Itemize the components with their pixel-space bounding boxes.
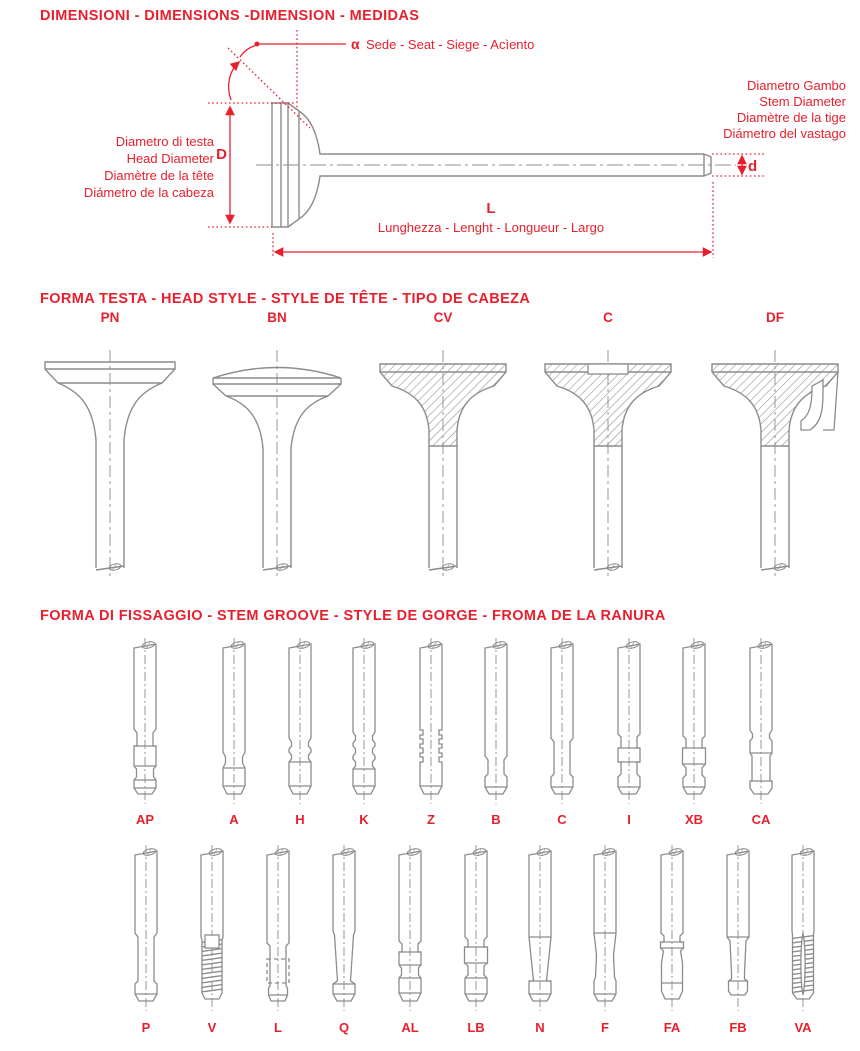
head-style-title: FORMA TESTA - HEAD STYLE - STYLE DE TÊTE - TIPO DE CABEZA bbox=[40, 291, 531, 307]
stem-label-A: A bbox=[229, 812, 239, 827]
svg-text:Diametro Gambo: Diametro Gambo bbox=[747, 78, 846, 93]
svg-text:Head Diameter: Head Diameter bbox=[126, 151, 214, 166]
alpha-label: α bbox=[351, 36, 360, 52]
stem-figure-row2-P bbox=[124, 843, 168, 1018]
stem-figure-row2-V bbox=[190, 843, 234, 1018]
stem-label-B: B bbox=[491, 812, 501, 827]
stem-label-I: I bbox=[627, 812, 631, 827]
svg-text:Diámetro del vastago: Diámetro del vastago bbox=[723, 126, 846, 141]
valve-outline bbox=[256, 103, 736, 227]
stem-figure-row1-H bbox=[278, 636, 322, 811]
stem-figure-row1-Z bbox=[409, 636, 453, 811]
stem-figure-row2-AL bbox=[388, 843, 432, 1018]
head-label-BN: BN bbox=[267, 310, 287, 325]
dimensions-title: DIMENSIONI - DIMENSIONS -DIMENSION - MEDIDAS bbox=[40, 8, 420, 24]
stem-label-CA: CA bbox=[751, 812, 771, 827]
svg-text:Diametro di testa: Diametro di testa bbox=[115, 134, 214, 149]
stem-figure-row2-VA bbox=[781, 843, 825, 1018]
head-figure-DF bbox=[700, 332, 850, 593]
seat-angle-arc bbox=[229, 62, 239, 100]
dim-d-label: d bbox=[748, 158, 758, 175]
head-label-C: C bbox=[603, 310, 613, 325]
svg-text:Stem Diameter: Stem Diameter bbox=[759, 94, 846, 109]
head-diameter-text-block bbox=[84, 134, 215, 200]
seat-label: Sede - Seat - Siege - Acìento bbox=[366, 37, 535, 52]
stem-figure-row2-FA bbox=[650, 843, 694, 1018]
stem-label-FB: FB bbox=[729, 1020, 747, 1035]
head-figure-CV bbox=[368, 332, 518, 593]
stem-label-Z: Z bbox=[427, 812, 435, 827]
head-figure-BN bbox=[202, 332, 352, 593]
valve-dimension-drawing bbox=[0, 0, 860, 270]
stem-figure-row1-XB bbox=[672, 636, 716, 811]
stem-figure-row1-CA bbox=[739, 636, 783, 811]
stem-figure-row1-A bbox=[212, 636, 256, 811]
head-label-CV: CV bbox=[433, 310, 453, 325]
stem-label-F: F bbox=[601, 1020, 609, 1035]
stem-figure-row1-C bbox=[540, 636, 584, 811]
stem-label-AP: AP bbox=[135, 812, 155, 827]
stem-label-N: N bbox=[535, 1020, 545, 1035]
dim-D-label: D bbox=[216, 146, 227, 163]
head-label-PN: PN bbox=[100, 310, 120, 325]
stem-figure-row1-B bbox=[474, 636, 518, 811]
dim-L-label: L bbox=[486, 200, 496, 217]
head-figure-C bbox=[533, 332, 683, 593]
stem-diameter-text-block bbox=[723, 78, 847, 141]
stem-label-L: L bbox=[274, 1020, 282, 1035]
stem-figure-row1-K bbox=[342, 636, 386, 811]
length-label: Lunghezza - Lenght - Longueur - Largo bbox=[377, 220, 605, 235]
stem-label-VA: VA bbox=[794, 1020, 812, 1035]
stem-figure-row1-AP bbox=[123, 636, 167, 811]
svg-text:Diámetro de la cabeza: Diámetro de la cabeza bbox=[83, 185, 214, 200]
stem-figure-row1-I bbox=[607, 636, 651, 811]
head-figure-PN bbox=[35, 332, 185, 593]
stem-label-AL: AL bbox=[401, 1020, 419, 1035]
stem-figure-row2-F bbox=[583, 843, 627, 1018]
stem-label-V: V bbox=[207, 1020, 217, 1035]
stem-label-H: H bbox=[295, 812, 305, 827]
seat-leader-dot bbox=[255, 42, 260, 47]
stem-groove-title: FORMA DI FISSAGGIO - STEM GROOVE - STYLE DE GORGE - FROMA DE LA RANURA bbox=[40, 608, 666, 624]
stem-label-Q: Q bbox=[338, 1020, 350, 1035]
stem-label-P: P bbox=[141, 1020, 151, 1035]
stem-label-K: K bbox=[359, 812, 369, 827]
svg-text:Diamètre de la tête: Diamètre de la tête bbox=[104, 168, 214, 183]
stem-figure-row2-Q bbox=[322, 843, 366, 1018]
stem-figure-row2-N bbox=[518, 843, 562, 1018]
stem-figure-row2-FB bbox=[716, 843, 760, 1018]
stem-label-XB: XB bbox=[684, 812, 704, 827]
head-label-DF: DF bbox=[766, 310, 784, 325]
stem-figure-row2-LB bbox=[454, 843, 498, 1018]
stem-figure-row2-L bbox=[256, 843, 300, 1018]
stem-label-C: C bbox=[557, 812, 567, 827]
svg-text:Diamètre de la tige: Diamètre de la tige bbox=[736, 110, 846, 125]
stem-label-LB: LB bbox=[467, 1020, 485, 1035]
stem-label-FA: FA bbox=[663, 1020, 681, 1035]
